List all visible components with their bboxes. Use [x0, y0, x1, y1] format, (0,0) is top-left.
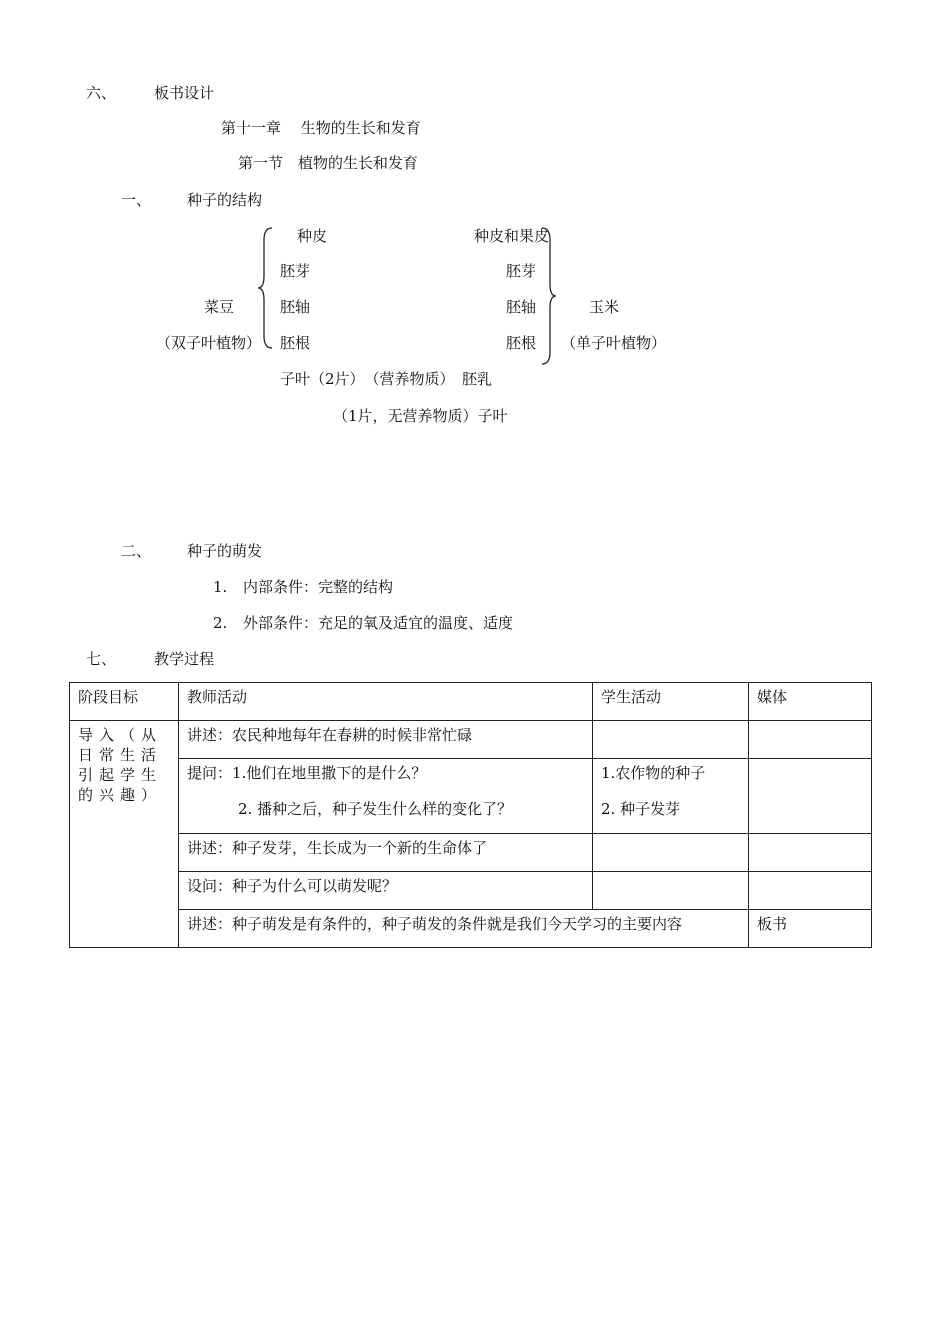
section6-title: 板书设计 — [154, 84, 215, 102]
condition-2-text: 外部条件：充足的氧及适宜的温度、适度 — [243, 614, 514, 632]
student-activity-cell — [593, 834, 749, 872]
condition-1-text: 内部条件：完整的结构 — [243, 578, 394, 596]
teacher-activity-cell: 讲述：农民种地每年在春耕的时候非常忙碌 — [179, 721, 593, 759]
media-cell — [749, 872, 872, 910]
part2-title: 种子的萌发 — [187, 542, 263, 560]
table-row — [70, 721, 872, 759]
media-cell — [749, 759, 872, 834]
teacher-question-1: 提问：1.他们在地里撒下的是什么？ — [187, 764, 427, 782]
teaching-process-table — [69, 682, 872, 948]
cotyledon-line: 子叶（2片） （营养物质） 胚乳 — [280, 370, 493, 388]
corn-part-radicle: 胚根 — [506, 334, 537, 352]
bean-part-radicle: 胚根 — [280, 334, 311, 352]
table-row — [70, 759, 872, 834]
stage-cell: 导入（从日常生活引起学生的兴趣） — [70, 721, 179, 948]
corn-part-plumule: 胚芽 — [506, 262, 537, 280]
teacher-question-2: 2. 播种之后，种子发生什么样的变化了？ — [238, 800, 513, 818]
section7-title: 教学过程 — [154, 650, 215, 668]
bean-part-hypocotyl: 胚轴 — [280, 298, 311, 316]
teacher-activity-cell: 设问：种子为什么可以萌发呢？ — [179, 872, 593, 910]
bean-part-plumule: 胚芽 — [280, 262, 311, 280]
part2-number: 二、 — [121, 542, 152, 560]
lesson-title: 第一节 植物的生长和发育 — [238, 154, 419, 172]
bean-class: （双子叶植物） — [156, 334, 262, 352]
teacher-activity-cell: 讲述：种子发芽，生长成为一个新的生命体了 — [179, 834, 593, 872]
student-answer-1: 1.农作物的种子 — [601, 764, 706, 782]
corn-name: 玉米 — [589, 298, 620, 316]
student-activity-cell — [593, 721, 749, 759]
media-cell — [749, 834, 872, 872]
part1-number: 一、 — [121, 191, 152, 209]
corn-brace — [540, 226, 558, 366]
student-answer-2: 2. 种子发芽 — [601, 800, 681, 818]
header-stage: 阶段目标 — [70, 683, 179, 721]
corn-class: （单子叶植物） — [561, 334, 667, 352]
header-student: 学生活动 — [593, 683, 749, 721]
teacher-activity-cell: 讲述：种子萌发是有条件的，种子萌发的条件就是我们今天学习的主要内容 — [179, 910, 749, 948]
table-row — [70, 834, 872, 872]
bean-brace — [256, 226, 274, 350]
section6-number: 六、 — [86, 84, 117, 102]
media-cell: 板书 — [749, 910, 872, 948]
header-media: 媒体 — [749, 683, 872, 721]
table-header-row — [70, 683, 872, 721]
corn-part-hypocotyl: 胚轴 — [506, 298, 537, 316]
corn-cotyledon-line: （1片，无营养物质）子叶 — [333, 407, 508, 425]
table-row — [70, 910, 872, 948]
chapter-title: 第十一章 生物的生长和发育 — [221, 119, 421, 137]
corn-part-seedcoat: 种皮和果皮 — [474, 227, 550, 245]
table-row — [70, 872, 872, 910]
condition-2-number: 2. — [213, 614, 228, 632]
condition-1-number: 1. — [213, 578, 228, 596]
header-teacher: 教师活动 — [179, 683, 593, 721]
bean-part-seedcoat: 种皮 — [297, 227, 328, 245]
teacher-activity-cell — [179, 759, 593, 834]
media-cell — [749, 721, 872, 759]
student-activity-cell — [593, 872, 749, 910]
bean-name: 菜豆 — [204, 298, 235, 316]
student-activity-cell — [593, 759, 749, 834]
section7-number: 七、 — [86, 650, 117, 668]
part1-title: 种子的结构 — [187, 191, 263, 209]
